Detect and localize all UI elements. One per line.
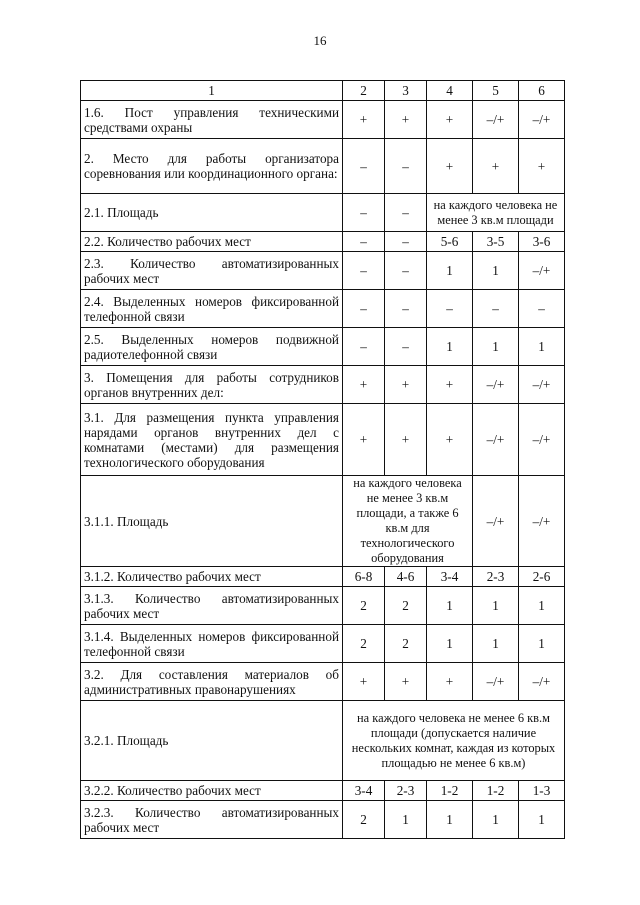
row-name: 2.5. Выделенных номеров подвижной радиотелефонной связи: [81, 328, 343, 366]
table-cell: –: [343, 328, 385, 366]
table-row: [81, 781, 565, 801]
table-cell: +: [427, 101, 473, 139]
table-cell: +: [343, 366, 385, 404]
table-cell: 1-3: [519, 781, 565, 801]
table-cell: 1: [473, 625, 519, 663]
column-header: 3: [385, 81, 427, 101]
table-cell: +: [343, 404, 385, 476]
row-name: 1.6. Пост управления техническими средствами охраны: [81, 101, 343, 139]
table-row: [81, 476, 565, 567]
table-cell: +: [473, 139, 519, 194]
table-cell: 1: [427, 587, 473, 625]
table-row: [81, 404, 565, 476]
table-cell: +: [343, 663, 385, 701]
table-cell: +: [427, 139, 473, 194]
table-cell: +: [427, 663, 473, 701]
table-cell: 1: [427, 625, 473, 663]
table-cell: 1: [473, 252, 519, 290]
table-row: [81, 801, 565, 839]
row-name: 3.2.3. Количество автоматизированных рабочих мест: [81, 801, 343, 839]
table-cell: –/+: [519, 476, 565, 567]
page-number: 16: [313, 33, 327, 48]
table-cell: –: [385, 139, 427, 194]
table-row: [81, 587, 565, 625]
column-header: 1: [81, 81, 343, 101]
table-cell: –/+: [473, 366, 519, 404]
table-cell: –: [343, 290, 385, 328]
table-cell: 6-8: [343, 567, 385, 587]
table-cell: 2: [343, 625, 385, 663]
table-cell: –/+: [519, 663, 565, 701]
table-cell: 3-4: [427, 567, 473, 587]
table-cell: –: [343, 139, 385, 194]
table-cell: 1-2: [473, 781, 519, 801]
table-cell: 2-6: [519, 567, 565, 587]
table-cell: –: [473, 290, 519, 328]
table-row: [81, 139, 565, 194]
table-cell: –: [427, 290, 473, 328]
table-row: [81, 252, 565, 290]
table-cell: 3-5: [473, 232, 519, 252]
table-cell: –: [385, 328, 427, 366]
table-cell: 1: [473, 587, 519, 625]
table-cell: 2: [343, 587, 385, 625]
table-cell: +: [427, 404, 473, 476]
table-header-row: [81, 81, 565, 101]
table-cell: +: [385, 404, 427, 476]
table-row: [81, 232, 565, 252]
table-cell: –/+: [519, 252, 565, 290]
table-row: [81, 567, 565, 587]
merged-note-cell: на каждого человека не менее 3 кв.м площади: [427, 194, 565, 232]
table-row: [81, 194, 565, 232]
table-cell: 3-4: [343, 781, 385, 801]
table-cell: 2-3: [385, 781, 427, 801]
row-name: 2.1. Площадь: [81, 194, 343, 232]
table-cell: 2: [385, 625, 427, 663]
merged-note-cell: на каждого человека не менее 6 кв.м площади (допускается наличие нескольких комнат, каждая из которых площадью не менее 6 кв.м): [343, 701, 565, 781]
table-cell: 3-6: [519, 232, 565, 252]
table-cell: –/+: [473, 101, 519, 139]
requirements-table: [80, 80, 565, 839]
table-cell: 1: [519, 625, 565, 663]
table-cell: 2-3: [473, 567, 519, 587]
table-cell: –/+: [473, 663, 519, 701]
table-cell: –: [385, 290, 427, 328]
column-header: 5: [473, 81, 519, 101]
row-name: 3.2.2. Количество рабочих мест: [81, 781, 343, 801]
row-name: 2.4. Выделенных номеров фиксированной телефонной связи: [81, 290, 343, 328]
table-cell: 1: [427, 328, 473, 366]
row-name: 2.3. Количество автоматизированных рабочих мест: [81, 252, 343, 290]
row-name: 3.1.4. Выделенных номеров фиксированной телефонной связи: [81, 625, 343, 663]
table-cell: 1: [519, 801, 565, 839]
row-name: 3.2.1. Площадь: [81, 701, 343, 781]
table-cell: –: [385, 232, 427, 252]
row-name: 3.1.3. Количество автоматизированных рабочих мест: [81, 587, 343, 625]
table-cell: +: [343, 101, 385, 139]
table-row: [81, 625, 565, 663]
table-cell: –: [385, 252, 427, 290]
table-row: [81, 101, 565, 139]
column-header: 2: [343, 81, 385, 101]
row-name: 3.1.2. Количество рабочих мест: [81, 567, 343, 587]
table-cell: –/+: [473, 476, 519, 567]
table-cell: 5-6: [427, 232, 473, 252]
table-cell: –/+: [473, 404, 519, 476]
table-cell: –/+: [519, 404, 565, 476]
table-cell: +: [385, 101, 427, 139]
table-cell: –: [343, 194, 385, 232]
table-cell: 2: [385, 587, 427, 625]
table-cell: +: [519, 139, 565, 194]
table-row: [81, 701, 565, 781]
table-cell: –/+: [519, 101, 565, 139]
table-cell: 1: [473, 801, 519, 839]
column-header: 6: [519, 81, 565, 101]
table-row: [81, 366, 565, 404]
table-cell: +: [427, 366, 473, 404]
table-cell: 1: [385, 801, 427, 839]
table-cell: –/+: [519, 366, 565, 404]
table-cell: –: [385, 194, 427, 232]
table-row: [81, 663, 565, 701]
table-cell: –: [519, 290, 565, 328]
table-cell: 4-6: [385, 567, 427, 587]
table-row: [81, 290, 565, 328]
row-name: 3.2. Для составления материалов об административных правонарушениях: [81, 663, 343, 701]
table-cell: +: [385, 366, 427, 404]
row-name: 3.1.1. Площадь: [81, 476, 343, 567]
merged-note-cell: на каждого человека не менее 3 кв.м площади, а также 6 кв.м для технологического оборудования: [343, 476, 473, 567]
table-cell: 1: [519, 328, 565, 366]
row-name: 2. Место для работы организатора соревнования или координационного органа:: [81, 139, 343, 194]
table-cell: 1: [427, 252, 473, 290]
table-cell: –: [343, 252, 385, 290]
row-name: 3.1. Для размещения пункта управления нарядами органов внутренних дел с комнатами (местами) для размещения технологического оборудования: [81, 404, 343, 476]
table-cell: 1: [473, 328, 519, 366]
row-name: 2.2. Количество рабочих мест: [81, 232, 343, 252]
table-cell: 1-2: [427, 781, 473, 801]
table-cell: 2: [343, 801, 385, 839]
table-cell: –: [343, 232, 385, 252]
row-name: 3. Помещения для работы сотрудников органов внутренних дел:: [81, 366, 343, 404]
table-cell: 1: [519, 587, 565, 625]
table-cell: 1: [427, 801, 473, 839]
table-row: [81, 328, 565, 366]
column-header: 4: [427, 81, 473, 101]
table-cell: +: [385, 663, 427, 701]
